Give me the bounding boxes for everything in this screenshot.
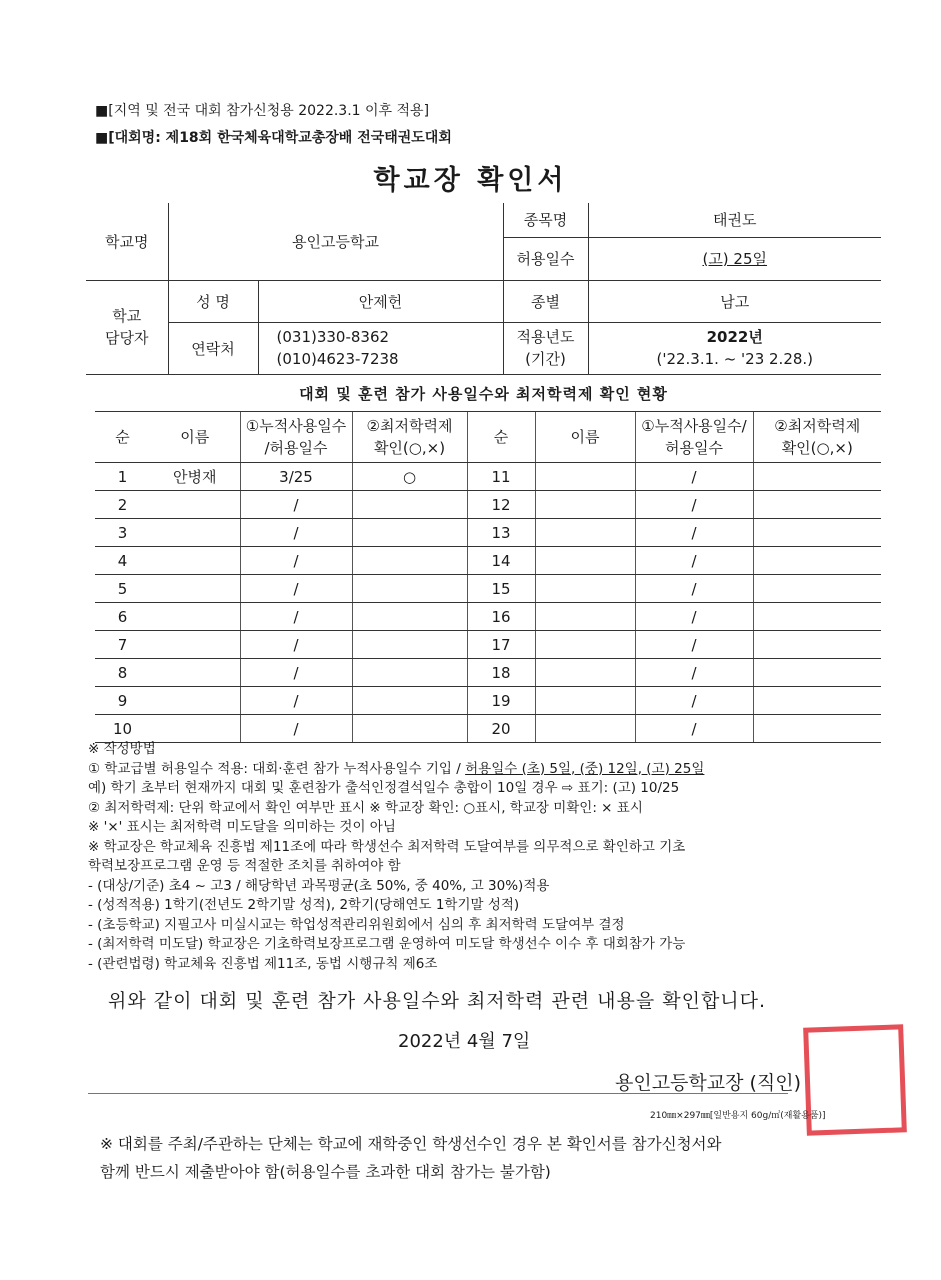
table-row [95, 519, 881, 547]
row-academic-check: ○ [352, 463, 467, 491]
row-used-days: / [635, 687, 753, 715]
row-name [150, 687, 240, 715]
note-2: ② 최저학력제: 단위 학교에서 확인 여부만 표시 ※ 학교장 확인: ○표시, 학교장 미확인: × 표시 [88, 799, 643, 816]
row-academic-check [352, 715, 467, 743]
row-used-days: / [240, 547, 352, 575]
principal-signature: 용인고등학교장 (직인) [615, 1072, 802, 1094]
row-used-days: / [240, 603, 352, 631]
row-name [535, 659, 635, 687]
row-academic-check [352, 603, 467, 631]
row-used-days: / [635, 631, 753, 659]
row-no: 3 [95, 519, 150, 547]
col-used-left: ①누적사용일수 /허용일수 [240, 412, 352, 463]
row-academic-check [753, 519, 881, 547]
col-used-right: ①누적사용일수/ 허용일수 [635, 412, 753, 463]
page-title: 학교장 확인서 [373, 165, 568, 196]
school-info-table [86, 203, 881, 375]
year-label: 적용년도 (기간) [503, 322, 588, 374]
row-name [535, 547, 635, 575]
row-used-days: / [240, 659, 352, 687]
note-8: - (최저학력 미도달) 학교장은 기초학력보장프로그램 운영하여 미도달 학생선수 이수 후 대회참가 가능 [88, 936, 686, 952]
row-academic-check [753, 463, 881, 491]
row-academic-check [352, 575, 467, 603]
row-academic-check [352, 631, 467, 659]
row-no: 19 [467, 687, 535, 715]
note-1-example: 예) 학기 초부터 현재까지 대회 및 훈련참가 출석인정결석일수 총합이 10일 경우 ⇨ 표기: (고) 10/25 [88, 780, 680, 796]
phone-1: (031)330-8362 [276, 328, 390, 346]
row-no: 9 [95, 687, 150, 715]
contact-value [258, 322, 503, 374]
row-name [150, 659, 240, 687]
footer-line-1: ※ 대회를 주최/주관하는 단체는 학교에 재학중인 학생선수인 경우 본 확인서를 참가신청서와 [100, 1135, 722, 1153]
contact-label: 연락처 [168, 322, 258, 374]
row-used-days: / [240, 575, 352, 603]
row-no: 1 [95, 463, 150, 491]
row-no: 10 [95, 715, 150, 743]
row-academic-check [753, 547, 881, 575]
row-no: 17 [467, 631, 535, 659]
notes-heading: ※ 작성방법 [88, 741, 156, 757]
row-name [150, 547, 240, 575]
note-4-cont: 학력보장프로그램 운영 등 적절한 조치를 취하여야 함 [88, 858, 401, 874]
table-row [95, 631, 881, 659]
event-label: 종목명 [503, 203, 588, 237]
row-name [150, 603, 240, 631]
row-no: 5 [95, 575, 150, 603]
col-check-left: ②최저학력제 확인(○,×) [352, 412, 467, 463]
row-academic-check [352, 491, 467, 519]
divider [88, 1093, 788, 1094]
roster-title: 대회 및 훈련 참가 사용일수와 최저학력제 확인 현황 [299, 385, 668, 403]
row-academic-check [352, 659, 467, 687]
year-value [588, 322, 881, 374]
header-apply-note: ■[지역 및 전국 대회 참가신청용 2022.3.1 이후 적용] [95, 103, 430, 119]
row-name [150, 491, 240, 519]
manager-name-value: 안제헌 [258, 280, 503, 322]
row-name [150, 575, 240, 603]
row-no: 16 [467, 603, 535, 631]
roster-table [95, 411, 881, 743]
row-no: 2 [95, 491, 150, 519]
note-4: ※ 학교장은 학교체육 진흥법 제11조에 따라 학생선수 최저학력 도달여부를 의무적으로 확인하고 기초 [88, 838, 686, 855]
row-name [535, 687, 635, 715]
school-name-value: 용인고등학교 [168, 203, 503, 280]
note-7: - (초등학교) 지필고사 미실시교는 학업성적관리위원회에서 심의 후 최저학력 도달여부 결정 [88, 916, 625, 933]
phone-2: (010)4623-7238 [276, 350, 399, 368]
row-used-days: / [635, 463, 753, 491]
table-row [95, 687, 881, 715]
row-academic-check [753, 575, 881, 603]
row-no: 20 [467, 715, 535, 743]
table-row [95, 463, 881, 491]
row-no: 11 [467, 463, 535, 491]
table-row [95, 575, 881, 603]
row-academic-check [753, 687, 881, 715]
note-1: ① 학교급별 허용일수 적용: 대회·훈련 참가 누적사용일수 기입 / 허용일수 (초) 5일, (중) 12일, (고) 25일 [88, 760, 705, 777]
row-academic-check [753, 631, 881, 659]
allowed-days-value: (고) 25일 [588, 237, 881, 280]
note-6: - (성적적용) 1학기(전년도 2학기말 성적), 2학기(당해연도 1학기말 성적) [88, 897, 520, 913]
table-row [95, 603, 881, 631]
event-value: 태권도 [588, 203, 881, 237]
col-no-right: 순 [467, 412, 535, 463]
gender-value: 남고 [588, 280, 881, 322]
confirmation-statement: 위와 같이 대회 및 훈련 참가 사용일수와 최저학력 관련 내용을 확인합니다. [108, 990, 767, 1012]
row-used-days: / [635, 603, 753, 631]
gender-label: 종별 [503, 280, 588, 322]
row-no: 7 [95, 631, 150, 659]
row-academic-check [352, 547, 467, 575]
row-used-days: / [240, 687, 352, 715]
row-academic-check [352, 687, 467, 715]
row-academic-check [753, 659, 881, 687]
row-academic-check [753, 603, 881, 631]
row-no: 13 [467, 519, 535, 547]
row-name [535, 603, 635, 631]
col-name-right: 이름 [535, 412, 635, 463]
row-no: 4 [95, 547, 150, 575]
signing-date: 2022년 4월 7일 [398, 1031, 531, 1052]
row-used-days: / [240, 491, 352, 519]
col-name-left: 이름 [150, 412, 240, 463]
row-used-days: / [240, 631, 352, 659]
row-name [535, 463, 635, 491]
row-used-days: / [635, 575, 753, 603]
row-academic-check [753, 491, 881, 519]
row-used-days: / [240, 715, 352, 743]
row-academic-check [352, 519, 467, 547]
table-row [95, 491, 881, 519]
row-name [150, 715, 240, 743]
footer-line-2: 함께 반드시 제출받아야 함(허용일수를 초과한 대회 참가는 불가함) [100, 1163, 551, 1181]
table-row [95, 547, 881, 575]
col-check-right: ②최저학력제 확인(○,×) [753, 412, 881, 463]
row-name [535, 519, 635, 547]
row-name [535, 715, 635, 743]
row-no: 12 [467, 491, 535, 519]
row-name [535, 575, 635, 603]
row-used-days: / [240, 519, 352, 547]
header-competition-name: ■[대회명: 제18회 한국체육대학교총장배 전국태권도대회 [95, 130, 452, 146]
row-name [150, 631, 240, 659]
row-used-days: 3/25 [240, 463, 352, 491]
row-used-days: / [635, 491, 753, 519]
table-row [95, 715, 881, 743]
manager-label: 학교 담당자 [86, 280, 168, 374]
allowed-days-label: 허용일수 [503, 237, 588, 280]
row-no: 8 [95, 659, 150, 687]
col-no-left: 순 [95, 412, 150, 463]
note-9: - (관련법령) 학교체육 진흥법 제11조, 동법 시행규칙 제6조 [88, 955, 438, 972]
school-name-label: 학교명 [86, 203, 168, 280]
row-no: 15 [467, 575, 535, 603]
paper-spec: 210㎜×297㎜[일반용지 60g/㎡(재활용품)] [650, 1111, 826, 1121]
instructions [88, 740, 704, 974]
row-used-days: / [635, 659, 753, 687]
note-5: - (대상/기준) 초4 ~ 고3 / 해당학년 과목평균(초 50%, 중 40%, 고 30%)적용 [88, 877, 550, 894]
row-no: 18 [467, 659, 535, 687]
row-used-days: / [635, 547, 753, 575]
row-name: 안병재 [150, 463, 240, 491]
row-used-days: / [635, 715, 753, 743]
row-name [150, 519, 240, 547]
row-academic-check [753, 715, 881, 743]
period: ('22.3.1. ~ '23 2.28.) [656, 350, 814, 368]
table-row [95, 659, 881, 687]
row-name [535, 491, 635, 519]
row-no: 14 [467, 547, 535, 575]
row-used-days: / [635, 519, 753, 547]
year: 2022년 [706, 328, 763, 346]
row-name [535, 631, 635, 659]
row-no: 6 [95, 603, 150, 631]
note-3: ※ '×' 표시는 최저학력 미도달을 의미하는 것이 아님 [88, 819, 396, 835]
manager-name-label: 성 명 [168, 280, 258, 322]
footer-notice [100, 1130, 721, 1186]
